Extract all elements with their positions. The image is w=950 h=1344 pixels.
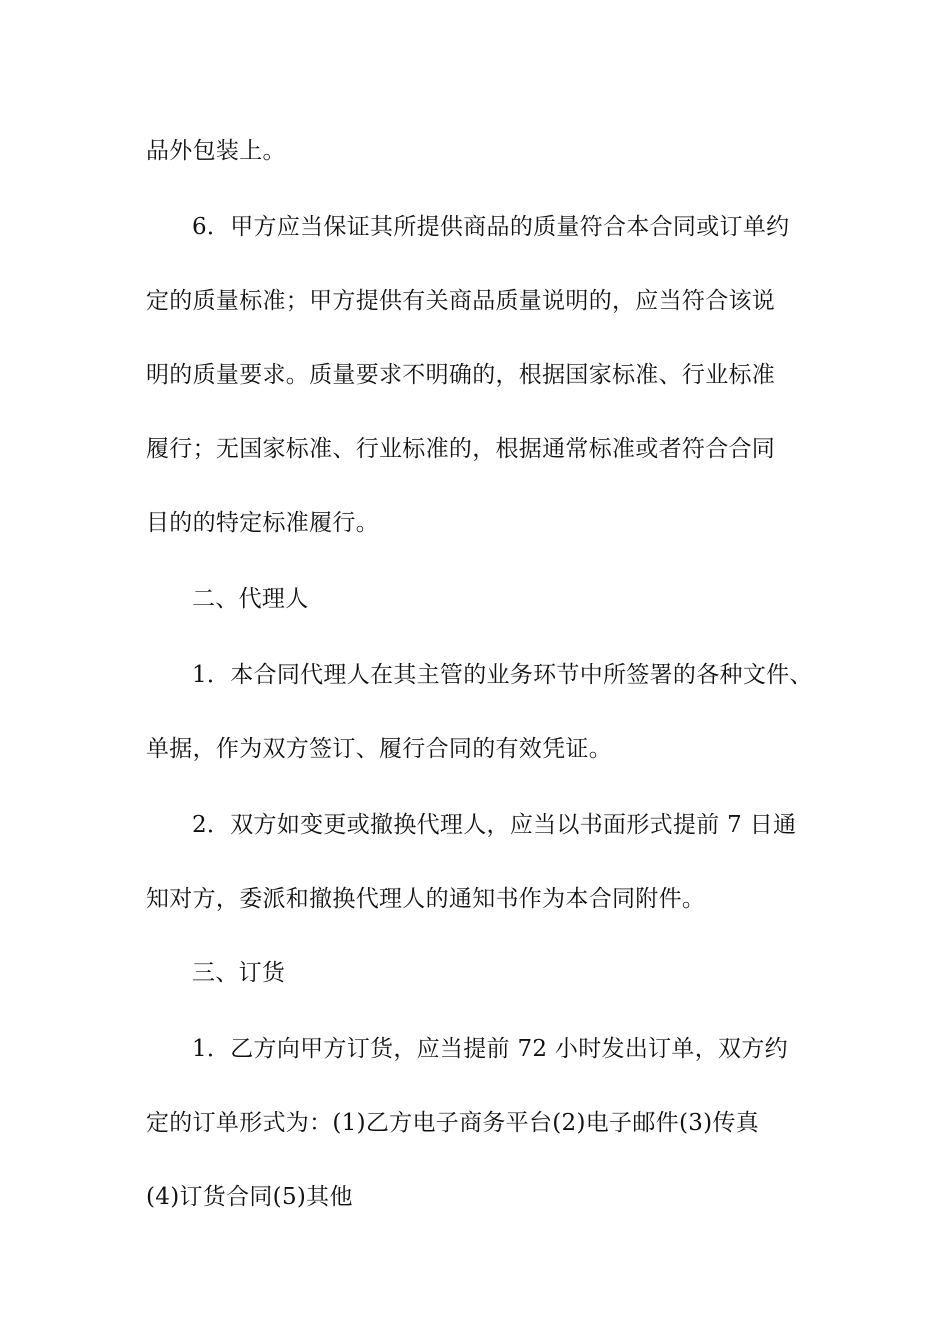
text-line: 单据，作为双方签订、履行合同的有效凭证。 xyxy=(146,736,612,762)
text-line: 2．双方如变更或撤换代理人，应当以书面形式提前 7 日通 xyxy=(192,812,797,838)
text-line: 定的质量标准；甲方提供有关商品质量说明的，应当符合该说 xyxy=(146,288,776,314)
text-line: 目的的特定标准履行。 xyxy=(146,510,379,536)
text-line: 品外包装上。 xyxy=(146,138,286,164)
text-line: 知对方，委派和撤换代理人的通知书作为本合同附件。 xyxy=(146,886,706,912)
section-heading: 二、代理人 xyxy=(192,586,309,612)
section-heading: 三、订货 xyxy=(192,960,286,986)
text-line: 1．本合同代理人在其主管的业务环节中所签署的各种文件、 xyxy=(192,662,813,688)
text-line: 履行；无国家标准、行业标准的，根据通常标准或者符合合同 xyxy=(146,436,776,462)
text-line: 1．乙方向甲方订货，应当提前 72 小时发出订单，双方约 xyxy=(192,1036,788,1062)
text-line: (4)订货合同(5)其他 xyxy=(146,1184,353,1210)
text-line: 明的质量要求。质量要求不明确的，根据国家标准、行业标准 xyxy=(146,362,776,388)
text-line: 定的订单形式为：(1)乙方电子商务平台(2)电子邮件(3)传真 xyxy=(146,1110,760,1136)
text-line: 6．甲方应当保证其所提供商品的质量符合本合同或订单约 xyxy=(192,214,790,240)
